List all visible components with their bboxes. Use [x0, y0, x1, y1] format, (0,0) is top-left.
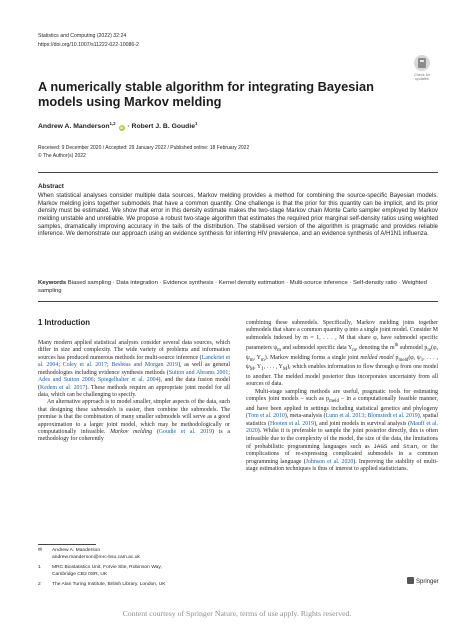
citation-link[interactable]: Sutton and Abrams 2001 — [168, 369, 229, 376]
author-list — [38, 121, 197, 131]
citation-link[interactable]: Besbeas and Morgan 2019 — [111, 362, 179, 369]
running-head — [38, 32, 139, 49]
copyright-notice: © The Author(s) 2022 — [38, 152, 86, 159]
citation-link[interactable]: Blomstedt et al. 2019 — [367, 413, 418, 420]
code-text: Stan — [403, 442, 418, 450]
affiliation-marker: 1,2 — [109, 121, 116, 126]
citation-link[interactable]: Hooten et al. 2019 — [269, 420, 315, 427]
author-name[interactable]: Robert J. B. Goudie — [131, 123, 195, 130]
section-heading: 1 Introduction — [38, 318, 90, 327]
history-dates: Received: 9 December 2020 / Accepted: 29 January 2022 / Published online: 18 February 2022 — [38, 145, 250, 151]
check-for-updates-button[interactable] — [405, 55, 439, 82]
footnote-affiliation: 1 MRC Biostatistics Unit, Forvie Site, Robinson Way, Cambridge CB2 0SR, UK — [38, 564, 162, 577]
publisher-name: Springer — [416, 579, 439, 585]
journal-citation: Statistics and Computing (2022) 32:24 — [38, 33, 127, 39]
keywords-list: Biased sampling · Data integration · Evidence synthesis · Kernel density estimation · Multi-source inference · Self-density ratio · Weighted sampling — [38, 280, 427, 294]
corresponding-author: Andrew A. Manderson — [52, 548, 101, 553]
paragraph: Multi-stage sampling methods are useful, pragmatic tools for estimating complex joint models – such as $p_{meld}$ – in a computationally feasible manner, and have been applied in settings including statistical genetics and phylogeny (Tom et al. 2010), meta-analysis (Lunn et al. 2013; Blomstedt et al. 2019), spatial statistics (Hooten et al. 2019), and joint models in survival analysis (Mauff et al. 2020). Whilst it is preferable to sample the joint posterior directly, this is often infeasible due to the complexity of the model, the size of the data, the limitations of probabilistic programming languages such as JAGS and Stan, or the complications of re-expressing complicated submodels in a common programming language (Johnson et al. 2020). Improving the stability of multi-stage estimation techniques is thus of interest to applied statisticians. — [246, 388, 439, 473]
doi-link[interactable]: https://doi.org/10.1007/s11222-022-10086-2 — [38, 41, 139, 48]
affiliation-marker: 1 — [195, 121, 198, 126]
author-name[interactable]: Andrew A. Manderson — [38, 123, 110, 130]
paragraph: Many modern applied statistical analyses consider several data sources, which differ in size and complexity. The wide variety of problems and information sources has produced numerous methods for multi-source inference (Lanckriet et al. 2004; Coley et al. 2017; Besbeas and Morgan 2019), as well as general methodologies including evidence synthesis methods (Sutton and Abrams 2001; Ades and Sutton 2006; Spiegelhalter et al. 2004), and the data fusion model (Kedem et al. 2017). These methods require an appropriate joint model for all data, which can be challenging to specify. — [38, 340, 231, 398]
keywords — [38, 280, 438, 295]
article-title: A numerically stable algorithm for integrating Bayesian models using Markov melding — [38, 79, 374, 109]
publisher-logo — [407, 577, 439, 585]
paragraph: An alternative approach is to model smaller, simpler aspects of the data, such that designing these submodels is easier, then combine the submodels. The premise is that the combination of many smaller submodels will serve as a good approximation to a larger joint model, which may be methodologically or computationally infeasible. Markov melding (Goudie et al. 2019) is a methodology for coherently — [38, 399, 230, 443]
springer-horse-icon — [407, 577, 414, 584]
citation-link[interactable]: Johnson et al. 2020 — [305, 458, 354, 465]
affiliation-marker: 2 — [38, 581, 41, 587]
citation-link[interactable]: Tom et al. 2010 — [247, 413, 285, 420]
email-link[interactable]: andrew.manderson@mrc-bsu.cam.ac.uk — [52, 554, 140, 560]
footnote-divider — [38, 544, 96, 545]
footnote-corresponding — [38, 548, 230, 562]
courtesy-notice: Content courtesy of Springer Nature, terms of use apply. Rights reserved. — [122, 609, 352, 618]
divider — [38, 301, 438, 302]
citation-link[interactable]: Goudie et al. 2019 — [158, 429, 213, 436]
crossmark-icon — [414, 55, 430, 71]
author-separator: · — [125, 123, 132, 130]
publication-dates — [38, 145, 249, 161]
citation-link[interactable]: Coley et al. 2017 — [62, 362, 108, 369]
citation-link[interactable]: Ades and Sutton 2006 — [38, 377, 94, 384]
affiliation-marker: 1 — [38, 564, 41, 570]
keywords-label: Keywords — [38, 280, 67, 286]
citation-link[interactable]: Lanckriet et al. 2004 — [38, 354, 231, 369]
code-text: JAGS — [373, 442, 388, 450]
abstract-text: When statistical analyses consider multiple data sources, Markov melding provides a method for combining the source-specific Bayesian models. Markov melding joins together submodels that have a common quantity. One challenge is that the prior for this quantity can be implicit, and its prior density must be estimated. We show that error in this density estimate makes the two-stage Markov chain Monte Carlo sampler employed by Markov melding unstable and unreliable. We propose a robust two-stage algorithm that estimates the required prior marginal self-density ratios using weighted samples, dramatically improving accuracy in the tails of the distribution. The stabilised version of the algorithm is pragmatic and provides reliable inference. We demonstrate our approach using an evidence synthesis for inferring HIV prevalence, and an evidence synthesis of A/H1N1 influenza. — [38, 193, 438, 238]
citation-link[interactable]: Spiegelhalter et al. 2004 — [97, 377, 159, 384]
footnotes — [38, 548, 230, 592]
paragraph: combining these submodels. Specifically, Markov melding joins together submodels that share a common quantity φ into a single joint model. Consider M submodels indexed by m = 1, . . . , M that share φ, have submodel specific parameters $\psi_m$ and submodel specific data $Y_m$, denoting the $m^{th}$ submodel $p_m(\varphi$, $\psi_m$, $Y_m$). Markov melding forms a single joint melded model $p_{meld}(\varphi$, $\psi_1$, . . . , $\psi_M$, $Y_1$, . . . , $Y_M$), which enables information to flow through φ from one model to another. The melded model posterior thus incorporates uncertainty from all sources of data. — [246, 320, 439, 388]
body-column-left — [38, 340, 230, 444]
orcid-icon[interactable]: iD — [119, 125, 124, 130]
footnote-affiliation: 2 The Alan Turing Institute, British Library, London, UK — [38, 581, 166, 587]
citation-link[interactable]: Kedem et al. 2017 — [39, 384, 86, 391]
envelope-icon: ✉ — [38, 548, 43, 553]
citation-link[interactable]: Mauff et al. 2020 — [246, 420, 438, 435]
abstract-heading: Abstract — [38, 183, 64, 190]
check-for-updates-label: Check for updates — [413, 73, 431, 82]
divider — [38, 172, 438, 173]
body-column-right — [246, 320, 438, 474]
citation-link[interactable]: Lunn et al. 2013 — [325, 413, 365, 420]
